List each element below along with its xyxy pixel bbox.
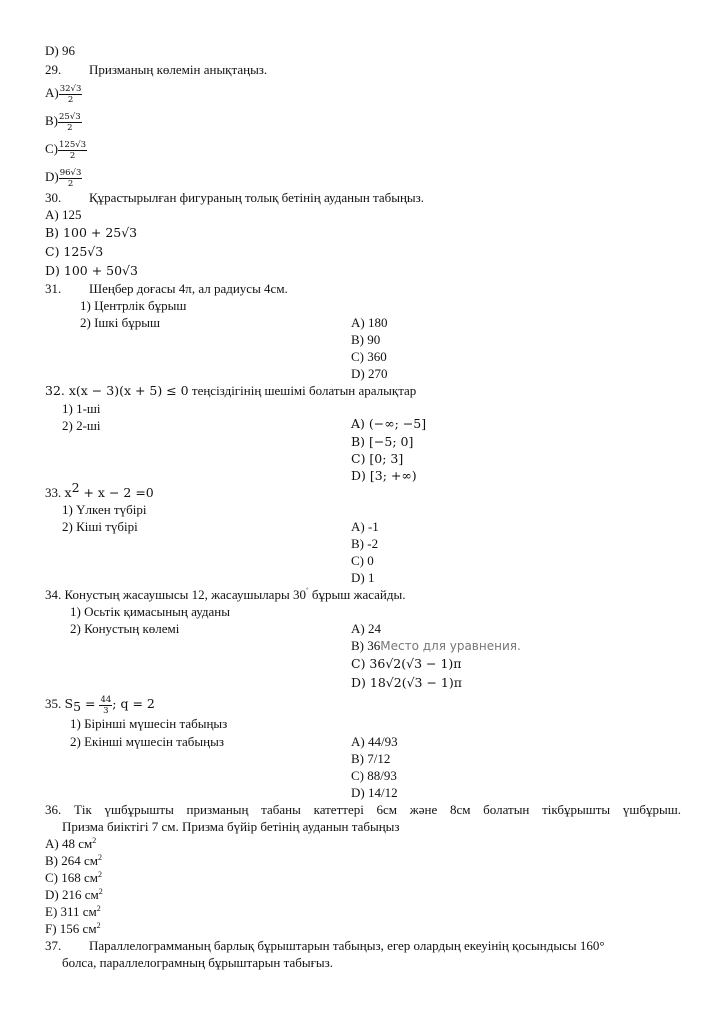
q29-option-d xyxy=(45,164,82,190)
option-letter: D) xyxy=(45,169,59,184)
q33-item-2: 2) Кіші түбірі xyxy=(62,519,138,534)
option-text: E) 311 см xyxy=(45,904,97,919)
q34-item-1: 1) Осьтік қимасының ауданы xyxy=(70,604,230,619)
q29-option-b xyxy=(45,108,82,134)
option-fraction xyxy=(58,140,87,161)
option-letter: A) xyxy=(45,85,59,100)
fraction-denominator: 2 xyxy=(67,94,74,105)
fraction-denominator: 2 xyxy=(69,150,76,161)
fraction-denominator: 2 xyxy=(67,178,74,189)
q30-number: 30. xyxy=(45,190,62,205)
q36-option-e xyxy=(45,904,101,920)
q31-option-c: C) 360 xyxy=(351,349,387,364)
q30-text: Құрастырылған фигураның толық бетінің ауданын табыңыз. xyxy=(89,190,425,205)
fraction-numerator: 44 xyxy=(100,694,112,705)
q33-prefix: 33. xyxy=(45,485,65,500)
q32-text: теңсіздігінің шешімі болатын аралықтар xyxy=(188,383,417,398)
q29-option-a xyxy=(45,80,82,106)
equation-placeholder[interactable]: Место для уравнения. xyxy=(380,639,521,653)
option-unit-exponent: 2 xyxy=(98,853,102,862)
q35-item-2: 2) Екінші мүшесін табыңыз xyxy=(70,734,224,749)
q34-option-b-prefix: B) 36 xyxy=(351,638,381,653)
option-fraction xyxy=(59,84,83,105)
q36-option-a xyxy=(45,836,96,852)
q36-option-d xyxy=(45,887,103,903)
option-text: F) 156 см xyxy=(45,921,97,936)
q33-item-1: 1) Үлкен түбірі xyxy=(62,502,147,517)
q37-number: 37. xyxy=(45,938,62,953)
q32-item-1: 1) 1-ші xyxy=(62,401,101,416)
q35-prefix: 35. xyxy=(45,696,65,711)
q33-question xyxy=(45,480,154,501)
q33-exponent: 2 xyxy=(71,480,80,495)
q34-item-2: 2) Конустың көлемі xyxy=(70,621,180,636)
q31-item-2: 2) Ішкі бұрыш xyxy=(80,315,160,330)
q32-question xyxy=(45,383,416,399)
fraction-numerator: 125√3 xyxy=(59,139,87,150)
q35-option-b: B) 7/12 xyxy=(351,751,391,766)
option-unit-exponent: 2 xyxy=(92,836,97,845)
q30-option-b: B) 100 + 25√3 xyxy=(45,225,138,240)
q32-inequality: 32. x(x − 3)(x + 5) ≤ 0 xyxy=(45,383,189,398)
q33-option-a: A) -1 xyxy=(351,519,379,534)
option-unit-exponent: 2 xyxy=(96,921,101,930)
option-unit-exponent: 2 xyxy=(98,887,103,896)
option-text: C) 168 см xyxy=(45,870,98,885)
q34-option-d: D) 18√2(√3 − 1)π xyxy=(351,675,462,690)
q37-text-line-2: болса, параллелограмның бұрыштарын табығыз. xyxy=(62,955,334,970)
q32-item-2: 2) 2-ші xyxy=(62,418,101,433)
q35-option-d: D) 14/12 xyxy=(351,785,398,800)
q33-option-b: B) -2 xyxy=(351,536,379,551)
q30-option-d: D) 100 + 50√3 xyxy=(45,263,138,278)
q36-line-2: Призма биіктігі 7 см. Призма бүйір бетінің ауданын табыңыз xyxy=(62,819,400,834)
q31-item-1: 1) Центрлік бұрыш xyxy=(80,298,187,313)
q32-option-c: C) [0; 3] xyxy=(351,451,404,466)
q36-line-1: 36. Тік үшбұрышты призманың табаны катеттері 6см және 8см болатын тікбұрышты үшбұрыш. xyxy=(45,802,681,817)
q31-number: 31. xyxy=(45,281,62,296)
q34-text-a: 34. Конустың жасаушысы 12, жасаушылары 30 xyxy=(45,587,306,602)
q30-option-a: A) 125 xyxy=(45,207,82,222)
q35-item-1: 1) Бірінші мүшесін табыңыз xyxy=(70,716,228,731)
q35-s: S xyxy=(64,696,74,711)
q31-question xyxy=(45,281,288,297)
option-text: A) 48 см xyxy=(45,836,93,851)
q29-number: 29. xyxy=(45,62,62,77)
q36-option-c xyxy=(45,870,102,886)
option-text: B) 264 см xyxy=(45,853,98,868)
q35-eq: = xyxy=(81,696,100,711)
q36-option-f xyxy=(45,921,101,937)
q31-option-d: D) 270 xyxy=(351,366,388,381)
q37-question-line-1 xyxy=(45,938,605,954)
fraction-denominator: 2 xyxy=(67,122,73,133)
q31-text: Шеңбер доғасы 4π, ал радиусы 4см. xyxy=(89,281,288,296)
q29-question xyxy=(45,62,267,78)
fraction-denominator: 3 xyxy=(103,705,109,716)
q33-rest: + x − 2 =0 xyxy=(79,485,154,500)
q29-option-c xyxy=(45,136,87,162)
q33-option-c: C) 0 xyxy=(351,553,374,568)
option-unit-exponent: 2 xyxy=(96,904,101,913)
option-letter: B) xyxy=(45,113,58,128)
q30-question xyxy=(45,190,424,206)
q31-option-b: B) 90 xyxy=(351,332,381,347)
q35-rest: ; q = 2 xyxy=(112,696,155,711)
q29-text: Призманың көлемін анықтаңыз. xyxy=(89,62,268,77)
q32-option-d: D) [3; +∞) xyxy=(351,468,417,483)
fraction-numerator: 32√3 xyxy=(59,83,82,94)
option-unit-exponent: 2 xyxy=(98,870,102,879)
q37-text-line-1: Параллелограмманың барлық бұрыштарын табыңыз, егер олардың екеуінің қосындысы 160° xyxy=(89,938,605,953)
q34-degree: ˚ xyxy=(305,587,309,596)
q34-option-a: A) 24 xyxy=(351,621,381,636)
q35-option-a: A) 44/93 xyxy=(351,734,398,749)
q32-option-b: B) [−5; 0] xyxy=(351,434,414,449)
q34-option-c: C) 36√2(√3 − 1)π xyxy=(351,656,462,671)
option-fraction xyxy=(58,112,82,133)
fraction-numerator: 25√3 xyxy=(59,111,81,122)
top-answer: D) 96 xyxy=(45,43,75,58)
q35-subscript: 5 xyxy=(73,699,82,714)
option-fraction xyxy=(59,168,83,189)
q34-question xyxy=(45,587,406,603)
option-letter: C) xyxy=(45,141,58,156)
q36-option-b xyxy=(45,853,102,869)
q34-option-b xyxy=(351,638,521,654)
q35-fraction xyxy=(99,695,112,716)
q35-question xyxy=(45,693,155,715)
fraction-numerator: 96√3 xyxy=(59,167,82,178)
option-text: D) 216 см xyxy=(45,887,99,902)
q33-var: x xyxy=(64,485,72,500)
q32-option-a: A) (−∞; −5] xyxy=(351,416,427,431)
q33-option-d: D) 1 xyxy=(351,570,375,585)
q31-option-a: A) 180 xyxy=(351,315,388,330)
q30-option-c: C) 125√3 xyxy=(45,244,104,259)
q35-option-c: C) 88/93 xyxy=(351,768,397,783)
q34-text-b: бұрыш жасайды. xyxy=(308,587,406,602)
